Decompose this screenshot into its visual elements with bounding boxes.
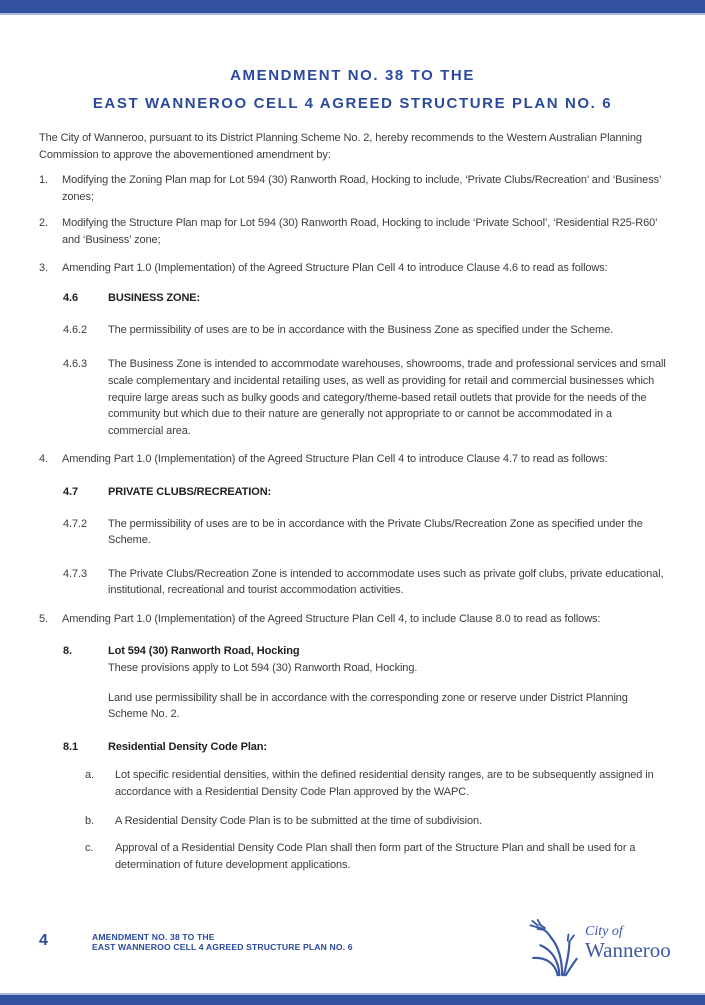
section-number: 8. bbox=[63, 645, 72, 658]
amendment-item-5 bbox=[39, 611, 667, 628]
logo-wanneroo: Wanneroo bbox=[585, 938, 671, 962]
section-8 bbox=[63, 643, 667, 676]
item-text: Modifying the Zoning Plan map for Lot 594 (30) Ranworth Road, Hocking to include, ‘Private Clubs/Recreation’ and ‘Business’ zones; bbox=[62, 174, 661, 203]
clause-4-7-heading bbox=[63, 484, 667, 501]
section-number: 8.1 bbox=[63, 740, 78, 753]
clause-4-6-2 bbox=[63, 322, 667, 339]
title-line-2: EAST WANNEROO CELL 4 AGREED STRUCTURE PLAN NO. 6 bbox=[92, 95, 613, 112]
clause-4-6-heading bbox=[63, 290, 667, 307]
item-letter: c. bbox=[85, 842, 94, 855]
item-text: Approval of a Residential Density Code Plan shall then form part of the Structure Plan and shall be used for a determination of future development applications. bbox=[115, 842, 636, 871]
title-line-1: AMENDMENT NO. 38 TO THE bbox=[230, 67, 475, 84]
amendment-item-4 bbox=[39, 451, 667, 468]
clause-number: 4.7.2 bbox=[63, 517, 87, 530]
footer-document-title bbox=[92, 932, 353, 952]
clause-text: The permissibility of uses are to be in accordance with the Private Clubs/Recreation Zone as specified under the Scheme. bbox=[108, 517, 643, 547]
land-use-text: Land use permissibility shall be in accordance with the corresponding zone or reserve under District Planning Scheme No. 2. bbox=[108, 691, 628, 721]
item-number: 1. bbox=[39, 174, 48, 187]
lettered-item-b bbox=[85, 813, 667, 830]
page-number: 4 bbox=[39, 932, 48, 949]
amendment-item-3 bbox=[39, 260, 667, 277]
city-of-wanneroo-logo bbox=[528, 919, 671, 977]
kangaroo-paw-icon bbox=[528, 919, 580, 977]
item-text: Amending Part 1.0 (Implementation) of the Agreed Structure Plan Cell 4 to introduce Clause 4.6 to read as follows: bbox=[62, 261, 608, 274]
intro-paragraph: The City of Wanneroo, pursuant to its District Planning Scheme No. 2, hereby recommends to the Western Australian Planning Commission to approve the abovementioned amendment by: bbox=[39, 132, 642, 161]
amendment-item-2 bbox=[39, 215, 667, 248]
footer-title-line-1: AMENDMENT NO. 38 TO THE bbox=[92, 932, 215, 942]
footer-title-line-2: EAST WANNEROO CELL 4 AGREED STRUCTURE PLAN NO. 6 bbox=[92, 942, 353, 952]
clause-text: The Private Clubs/Recreation Zone is intended to accommodate uses such as private golf clubs, private educational, institutional, recreational and tourist accommodation activities. bbox=[108, 567, 664, 597]
clause-number: 4.6.3 bbox=[63, 358, 87, 371]
item-number: 3. bbox=[39, 261, 48, 274]
item-text: Amending Part 1.0 (Implementation) of the Agreed Structure Plan Cell 4, to include Clause 8.0 to read as follows: bbox=[62, 612, 601, 625]
clause-number: 4.6 bbox=[63, 292, 78, 305]
section-8-1-heading bbox=[63, 739, 667, 756]
item-number: 4. bbox=[39, 453, 48, 466]
section-8-1-heading-text: Residential Density Code Plan: bbox=[108, 740, 267, 753]
document-title bbox=[0, 62, 705, 118]
section-8-heading: Lot 594 (30) Ranworth Road, Hocking bbox=[108, 645, 300, 658]
lettered-item-c bbox=[85, 840, 667, 873]
clause-4-7-2 bbox=[63, 516, 667, 549]
clause-4-6-3 bbox=[63, 356, 667, 439]
land-use-paragraph bbox=[63, 690, 667, 723]
clause-text: The Business Zone is intended to accommodate warehouses, showrooms, trade and professional services and small scale complementary and incidental retailing uses, as well as providing for retail and commercial businesses which require large areas such as bulky goods and category/theme-based retail outlets that provide for the needs of the community but which due to their nature are generally not appropriate to or cannot be accommodated in a commercial area. bbox=[108, 358, 666, 437]
item-letter: a. bbox=[85, 769, 94, 782]
item-letter: b. bbox=[85, 814, 94, 827]
lettered-item-a bbox=[85, 767, 667, 800]
amendment-item-1 bbox=[39, 172, 667, 205]
section-8-subtext: These provisions apply to Lot 594 (30) Ranworth Road, Hocking. bbox=[108, 662, 418, 675]
bottom-border-bar bbox=[0, 993, 705, 1005]
clause-heading-text: PRIVATE CLUBS/RECREATION: bbox=[108, 485, 272, 498]
item-number: 2. bbox=[39, 217, 48, 230]
clause-number: 4.7 bbox=[63, 485, 78, 498]
document-body bbox=[0, 118, 705, 873]
item-text: A Residential Density Code Plan is to be submitted at the time of subdivision. bbox=[115, 814, 483, 827]
clause-number: 4.7.3 bbox=[63, 567, 87, 580]
item-text: Modifying the Structure Plan map for Lot 594 (30) Ranworth Road, Hocking to include ‘Private School’, ‘Residential R25-R60’ and ‘Business’ zone; bbox=[62, 217, 658, 246]
item-number: 5. bbox=[39, 612, 48, 625]
clause-4-7-3 bbox=[63, 566, 667, 599]
top-border-bar bbox=[0, 0, 705, 15]
item-text: Lot specific residential densities, within the defined residential density ranges, are to be subsequently assigned in accordance with a Residential Density Code Plan approved by the WAPC. bbox=[115, 769, 654, 799]
clause-heading-text: BUSINESS ZONE: bbox=[108, 292, 201, 305]
clause-text: The permissibility of uses are to be in accordance with the Business Zone as specified under the Scheme. bbox=[108, 323, 614, 336]
item-text: Amending Part 1.0 (Implementation) of the Agreed Structure Plan Cell 4 to introduce Clause 4.7 to read as follows: bbox=[62, 453, 608, 466]
logo-city-of: City of bbox=[585, 924, 623, 939]
clause-number: 4.6.2 bbox=[63, 323, 87, 336]
